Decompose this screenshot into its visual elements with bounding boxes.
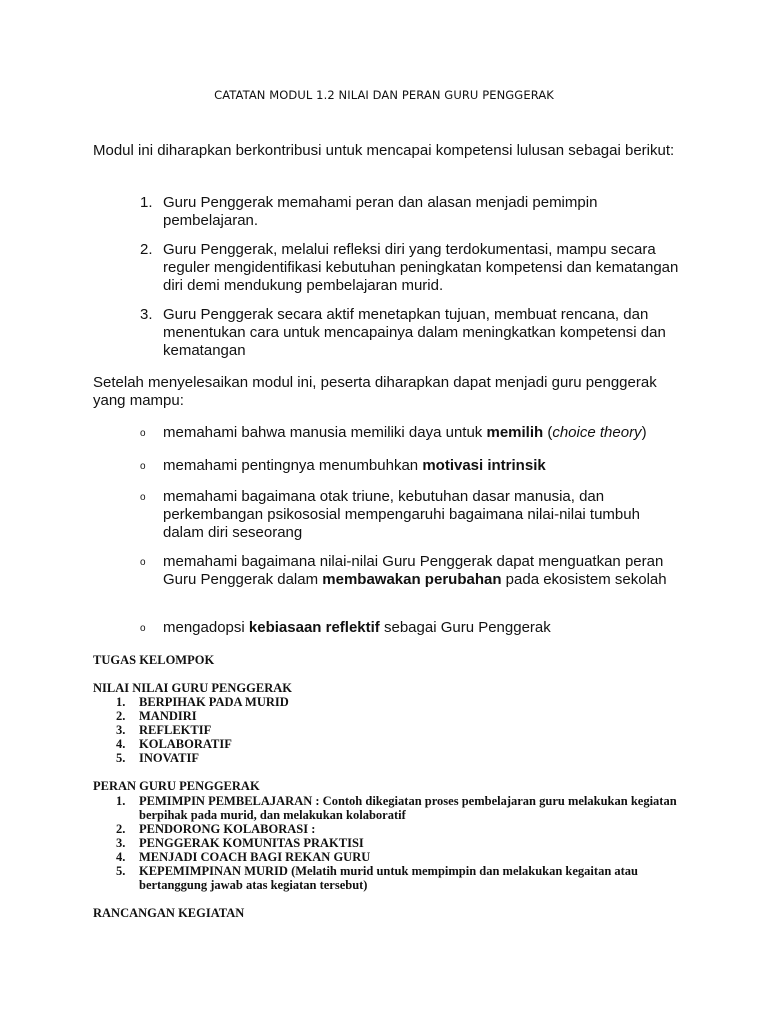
list-number: 2. <box>116 822 126 836</box>
values-heading: NILAI NILAI GURU PENGGERAK <box>93 681 292 695</box>
plan-heading: RANCANGAN KEGIATAN <box>93 906 245 920</box>
list-number: 4. <box>116 850 126 864</box>
list-text: Guru Penggerak memahami peran dan alasan menjadi pemimpin pembelajaran. <box>163 194 598 229</box>
after-paragraph: Setelah menyelesaikan modul ini, peserta diharapkan dapat menjadi guru penggerak yang mampu: <box>93 374 657 409</box>
list-number: 1. <box>116 695 126 709</box>
list-number: 5. <box>116 864 126 878</box>
list-number: 3. <box>116 723 126 737</box>
outcome-text: memahami bahwa manusia memiliki daya untuk memilih (choice theory) <box>163 424 647 441</box>
list-text: Guru Penggerak, melalui refleksi diri yang terdokumentasi, mampu secara reguler mengidentifikasi kebutuhan peningkatan kompetensi dan kematangan diri demi mendukung pembelajaran murid. <box>163 241 679 294</box>
list-number: 3. <box>116 836 126 850</box>
bullet-icon: o <box>140 492 146 503</box>
list-text: KOLABORATIF <box>139 737 232 751</box>
bullet-icon: o <box>140 557 146 568</box>
outcome-text: mengadopsi kebiasaan reflektif sebagai Guru Penggerak <box>163 619 551 636</box>
outcome-text: memahami bagaimana otak triune, kebutuhan dasar manusia, dan perkembangan psikososial mempengaruhi bagaimana nilai-nilai tumbuh dalam diri seseorang <box>163 488 640 541</box>
list-number: 5. <box>116 751 126 765</box>
bullet-icon: o <box>140 461 146 472</box>
roles-heading: PERAN GURU PENGGERAK <box>93 779 260 793</box>
list-number: 4. <box>116 737 126 751</box>
list-text: MENJADI COACH BAGI REKAN GURU <box>139 850 371 864</box>
list-number: 2. <box>116 709 126 723</box>
group-task-heading: TUGAS KELOMPOK <box>93 653 215 667</box>
list-text: PENGGERAK KOMUNITAS PRAKTISI <box>139 836 364 850</box>
list-number: 2. <box>140 241 153 258</box>
outcome-text: memahami bagaimana nilai-nilai Guru Penggerak dapat menguatkan peran Guru Penggerak dalam membawakan perubahan pada ekosistem sekolah <box>163 553 667 588</box>
list-text: REFLEKTIF <box>139 723 212 737</box>
list-text: PEMIMPIN PEMBELAJARAN : Contoh dikegiatan proses pembelajaran guru melakukan kegiatan berpihak pada murid, dan melakukan kolaboratif <box>139 794 677 822</box>
list-text: KEPEMIMPINAN MURID (Melatih murid untuk mempimpin dan melakukan kegaitan atau bertanggung jawab atas kegiatan tersebut) <box>139 864 639 892</box>
list-number: 1. <box>116 794 126 808</box>
list-number: 3. <box>140 306 153 323</box>
outcome-text: memahami pentingnya menumbuhkan motivasi intrinsik <box>163 457 546 474</box>
list-number: 1. <box>140 194 153 211</box>
list-text: PENDORONG KOLABORASI : <box>139 822 316 836</box>
document-title: CATATAN MODUL 1.2 NILAI DAN PERAN GURU PENGGERAK <box>214 88 554 102</box>
bullet-icon: o <box>140 623 146 634</box>
bullet-icon: o <box>140 428 146 439</box>
list-text: Guru Penggerak secara aktif menetapkan tujuan, membuat rencana, dan menentukan cara untuk mencapainya dalam meningkatkan kompetensi dan kematangan <box>163 306 666 359</box>
list-text: MANDIRI <box>139 709 197 723</box>
list-text: BERPIHAK PADA MURID <box>139 695 289 709</box>
list-text: INOVATIF <box>139 751 199 765</box>
intro-paragraph: Modul ini diharapkan berkontribusi untuk mencapai kompetensi lulusan sebagai berikut: <box>93 142 675 159</box>
